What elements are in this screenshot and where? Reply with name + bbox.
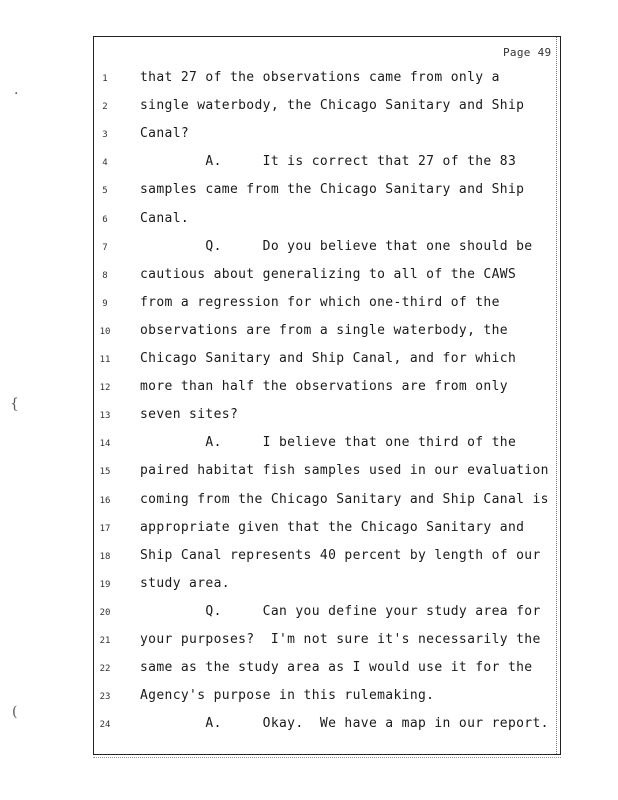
line-number: 3 (102, 130, 108, 141)
line-number: 8 (102, 270, 108, 281)
transcript-line-text: same as the study area as I would use it for the (140, 660, 533, 676)
transcript-line-text: paired habitat fish samples used in our evaluation (140, 463, 549, 479)
transcript-line-text: Chicago Sanitary and Ship Canal, and for which (140, 351, 517, 366)
line-number: 2 (102, 102, 108, 113)
line-number: 17 (99, 523, 111, 534)
line-number: 11 (99, 355, 111, 365)
transcript-line-text: study area. (140, 575, 230, 591)
transcript-line-text: appropriate given that the Chicago Sanitary and (140, 519, 525, 535)
transcript-line-text: from a regression for which one-third of the (140, 294, 500, 310)
transcript-line-text: Canal? (140, 126, 190, 142)
transcript-line-text: Canal. (140, 210, 190, 226)
line-number: 23 (99, 692, 111, 703)
transcript-line-text: observations are from a single waterbody, the (140, 322, 508, 338)
margin-mark: { (10, 396, 19, 412)
transcript-line-text: seven sites? (140, 407, 239, 423)
margin-mark: ( (12, 704, 18, 720)
transcript-line-text: Agency's purpose in this rulemaking. (140, 688, 435, 704)
transcript-line-text: Q. Can you define your study area for (140, 603, 541, 619)
page-number: Page 49 (503, 46, 552, 59)
line-number: 10 (99, 326, 111, 337)
margin-mark: · (14, 86, 19, 102)
transcript-line-text: samples came from the Chicago Sanitary and Ship (140, 182, 525, 198)
line-number: 12 (99, 383, 111, 394)
line-number: 6 (102, 214, 108, 225)
line-number: 21 (99, 636, 111, 646)
line-number: 13 (99, 411, 111, 422)
transcript-line-text: coming from the Chicago Sanitary and Ship Canal is (140, 491, 549, 507)
line-number: 20 (99, 607, 111, 618)
line-number: 5 (102, 186, 108, 197)
line-number: 19 (99, 579, 111, 590)
transcript-line-text: that 27 of the observations came from only a (140, 70, 500, 85)
line-number: 14 (99, 439, 111, 450)
line-number: 9 (102, 298, 108, 309)
transcript-page-frame (93, 36, 561, 755)
line-number: 15 (99, 467, 111, 478)
transcript-line-text: your purposes? I'm not sure it's necessarily the (140, 632, 541, 647)
transcript-line-text: more than half the observations are from only (140, 379, 508, 395)
transcript-line-text: A. It is correct that 27 of the 83 (140, 154, 517, 170)
line-number: 4 (102, 158, 108, 169)
footer-rule (93, 757, 561, 758)
line-number: 22 (99, 664, 111, 675)
transcript-line-text: cautious about generalizing to all of the CAWS (140, 266, 517, 282)
transcript-line-text: A. Okay. We have a map in our report. (140, 716, 549, 732)
transcript-line-text: single waterbody, the Chicago Sanitary and Ship (140, 98, 525, 114)
line-number: 24 (99, 720, 111, 731)
line-number: 7 (102, 242, 108, 253)
transcript-line-text: Q. Do you believe that one should be (140, 238, 533, 254)
line-number: 18 (99, 551, 111, 562)
transcript-line-text: A. I believe that one third of the (140, 435, 517, 451)
transcript-line-text: Ship Canal represents 40 percent by length of our (140, 547, 541, 563)
line-number: 16 (99, 495, 111, 506)
right-margin-rule (556, 37, 557, 754)
line-number: 1 (102, 74, 108, 84)
